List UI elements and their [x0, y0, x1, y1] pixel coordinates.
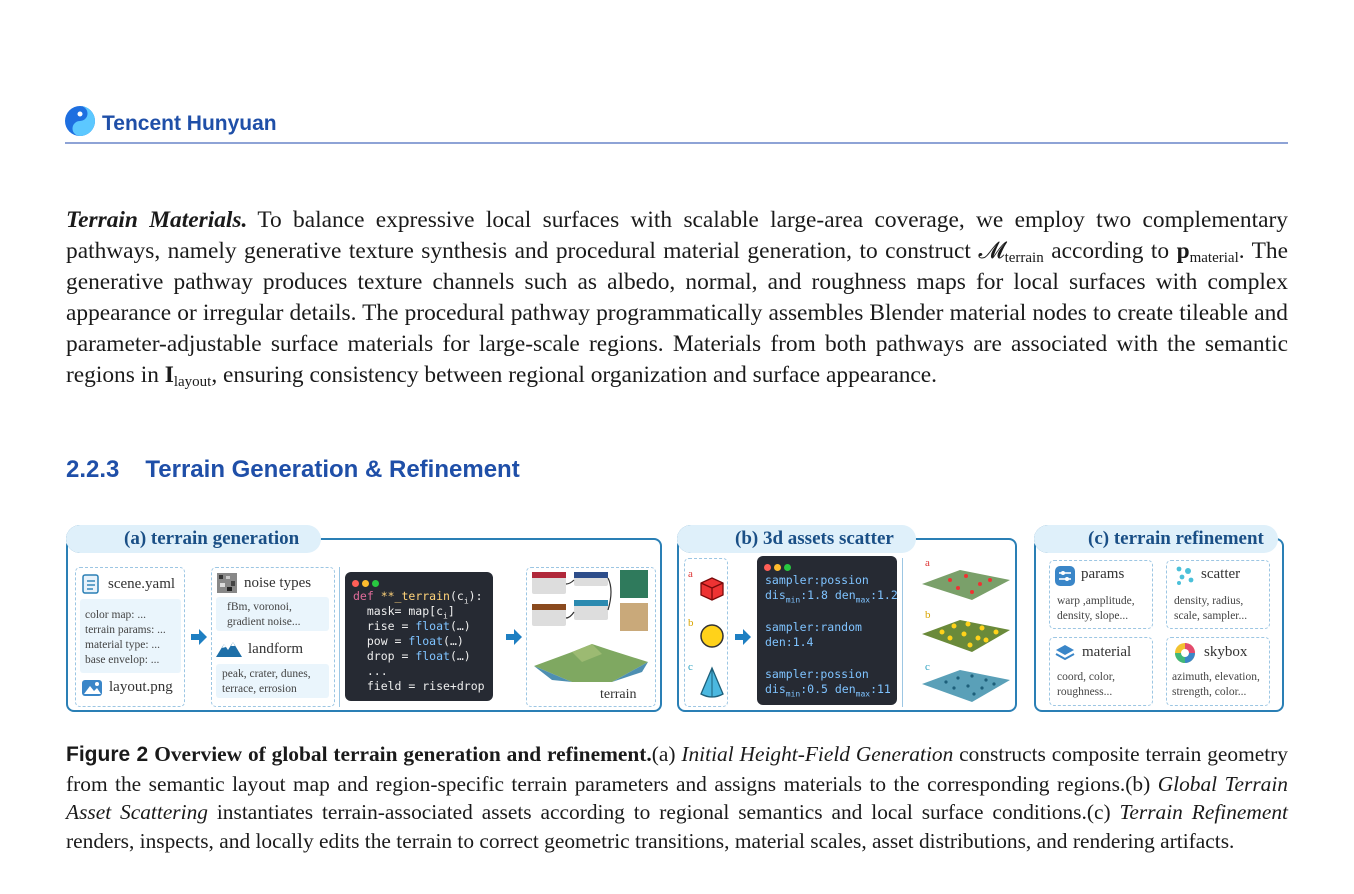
caption-italic: Global Terrain Asset Scattering — [66, 771, 1288, 825]
panel-b-title: (b) 3d assets scatter — [677, 525, 916, 553]
scatter-label-a: a — [925, 557, 930, 569]
code-line: den:1.4 — [765, 635, 814, 649]
page-header — [65, 106, 1288, 144]
figure-title: Overview of global terrain generation and refinement. — [154, 742, 652, 766]
figure-caption — [66, 740, 1288, 855]
code-line: mask= $map[c_i]$ — [353, 604, 455, 621]
layers-icon — [1055, 643, 1075, 663]
figure-label: Figure 2 — [66, 743, 149, 766]
params-desc: warp ,amplitude, — [1057, 595, 1135, 607]
scatter-desc: density, radius, — [1174, 595, 1244, 607]
code-line: drop = float(…) — [353, 649, 471, 663]
code-line: sampler:possion — [765, 667, 869, 681]
document-icon — [82, 574, 100, 594]
material-desc: coord, color, — [1057, 671, 1115, 683]
asset-label-c: c — [688, 661, 693, 673]
material-nodes-graphic — [530, 570, 654, 632]
scene-item: material type: ... — [85, 639, 161, 651]
noise-desc: fBm, voronoi, — [227, 601, 292, 613]
arrow-right-icon — [734, 628, 752, 646]
section-title: Terrain Generation & Refinement — [145, 456, 520, 483]
terrain-render-graphic — [532, 636, 650, 686]
skybox-title: skybox — [1204, 644, 1248, 660]
caption-text: (a) — [651, 742, 682, 766]
scene-file-label: scene.yaml — [108, 576, 176, 592]
brace — [902, 558, 909, 707]
panel-c-title: (c) terrain refinement — [1034, 525, 1278, 553]
scatter-label-b: b — [925, 609, 931, 621]
code-line: def $**\_terrain(c_i)$: — [353, 589, 483, 606]
landform-desc: peak, crater, dunes, — [222, 668, 311, 680]
noise-texture-icon — [217, 573, 237, 593]
math-I: I — [164, 362, 174, 388]
caption-italic: Initial Height-Field Generation — [681, 742, 954, 766]
paragraph-lead: Terrain Materials. — [66, 207, 248, 233]
params-desc: density, slope... — [1057, 610, 1129, 622]
scattered-terrain-c-graphic — [920, 662, 1012, 704]
scatter-icon — [1174, 565, 1196, 587]
asset-label-b: b — [688, 617, 694, 629]
scattered-terrain-b-graphic — [920, 612, 1012, 654]
arrow-right-icon — [505, 628, 523, 646]
caption-text: constructs composite terrain geometry from the semantic layout map and region-specific terrain parameters and assigns materials to the corresponding regions. — [66, 742, 1288, 796]
arrow-right-icon — [190, 628, 208, 646]
code-line: sampler:possion — [765, 573, 869, 587]
math-M: 𝓜 — [978, 238, 1005, 264]
blue-cone-icon — [699, 666, 725, 700]
scene-item: color map: ... — [85, 609, 146, 621]
paragraph-text: To balance expressive local surfaces with scalable large-area coverage, we employ two complementary pathways, namely generative texture synthesis and procedural material generation, to construct — [66, 207, 1288, 264]
params-title: params — [1081, 566, 1125, 582]
skybox-icon — [1174, 642, 1196, 664]
code-line: sampler:random — [765, 620, 862, 634]
code-line: field = rise+drop — [353, 679, 485, 693]
body-paragraph — [66, 205, 1288, 391]
sampler-code-block — [757, 556, 897, 705]
scene-item: base envelop: ... — [85, 654, 160, 666]
code-line: dis$_{min}$:1.8 den$_{max}$:1.2 — [765, 588, 898, 605]
code-line: pow = float(…) — [353, 634, 464, 648]
section-heading — [66, 456, 520, 484]
code-line: ... — [353, 664, 388, 678]
paragraph-text: . The generative pathway produces texture channels such as albedo, normal, and roughness maps for local surfaces with complex appearance or irregular details. The procedural pathway programmatically assembles Blender material nodes to create tileable and parameter-adjustable surface materials for large-scale regions. Materials from both pathways are associated with the semantic regions in — [66, 238, 1289, 388]
material-title: material — [1082, 644, 1132, 660]
paragraph-text: according to — [1043, 238, 1177, 264]
caption-text: (b) — [1125, 771, 1158, 796]
skybox-desc: strength, color... — [1172, 686, 1247, 698]
scatter-label-c: c — [925, 661, 930, 673]
noise-title: noise types — [244, 575, 312, 591]
landform-icon — [216, 640, 242, 658]
code-line: rise = float(…) — [353, 619, 471, 633]
caption-italic: Terrain Refinement — [1119, 800, 1288, 825]
landform-title: landform — [248, 641, 303, 657]
scattered-terrain-a-graphic — [920, 562, 1012, 602]
skybox-desc: azimuth, elevation, — [1172, 671, 1260, 683]
caption-text: (c) — [1086, 800, 1120, 825]
section-number: 2.2.3 — [66, 456, 120, 483]
scatter-title: scatter — [1201, 566, 1241, 582]
math-sub-material: material — [1189, 250, 1239, 266]
math-sub-terrain: terrain — [1004, 250, 1044, 266]
caption-text: instantiates terrain-associated assets according to regional semantics and local surface conditions. — [207, 800, 1087, 825]
yellow-sphere-icon — [699, 623, 725, 649]
image-icon — [81, 678, 103, 698]
noise-desc: gradient noise... — [227, 616, 301, 628]
code-line: dis$_{min}$:0.5 den$_{max}$:11 — [765, 682, 891, 699]
terrain-label: terrain — [600, 687, 637, 702]
panel-a-title: (a) terrain generation — [66, 525, 321, 553]
params-icon — [1055, 566, 1075, 586]
math-p: p — [1176, 238, 1190, 264]
red-cube-icon — [699, 576, 725, 602]
asset-label-a: a — [688, 568, 693, 580]
brand-name: Tencent Hunyuan — [102, 112, 277, 135]
layout-file-label: layout.png — [109, 679, 173, 695]
paragraph-text: , ensuring consistency between regional organization and surface appearance. — [211, 362, 938, 388]
terrain-code-block — [345, 572, 493, 701]
hunyuan-logo-icon — [65, 106, 95, 136]
scene-item: terrain params: ... — [85, 624, 166, 636]
math-sub-layout: layout — [173, 374, 212, 390]
brace — [333, 567, 340, 707]
material-desc: roughness... — [1057, 686, 1113, 698]
scatter-desc: scale, sampler... — [1174, 610, 1248, 622]
caption-text: renders, inspects, and locally edits the terrain to correct geometric transitions, material scales, asset distributions, and rendering artifacts. — [66, 828, 1235, 853]
landform-desc: terrace, errosion — [222, 683, 297, 695]
